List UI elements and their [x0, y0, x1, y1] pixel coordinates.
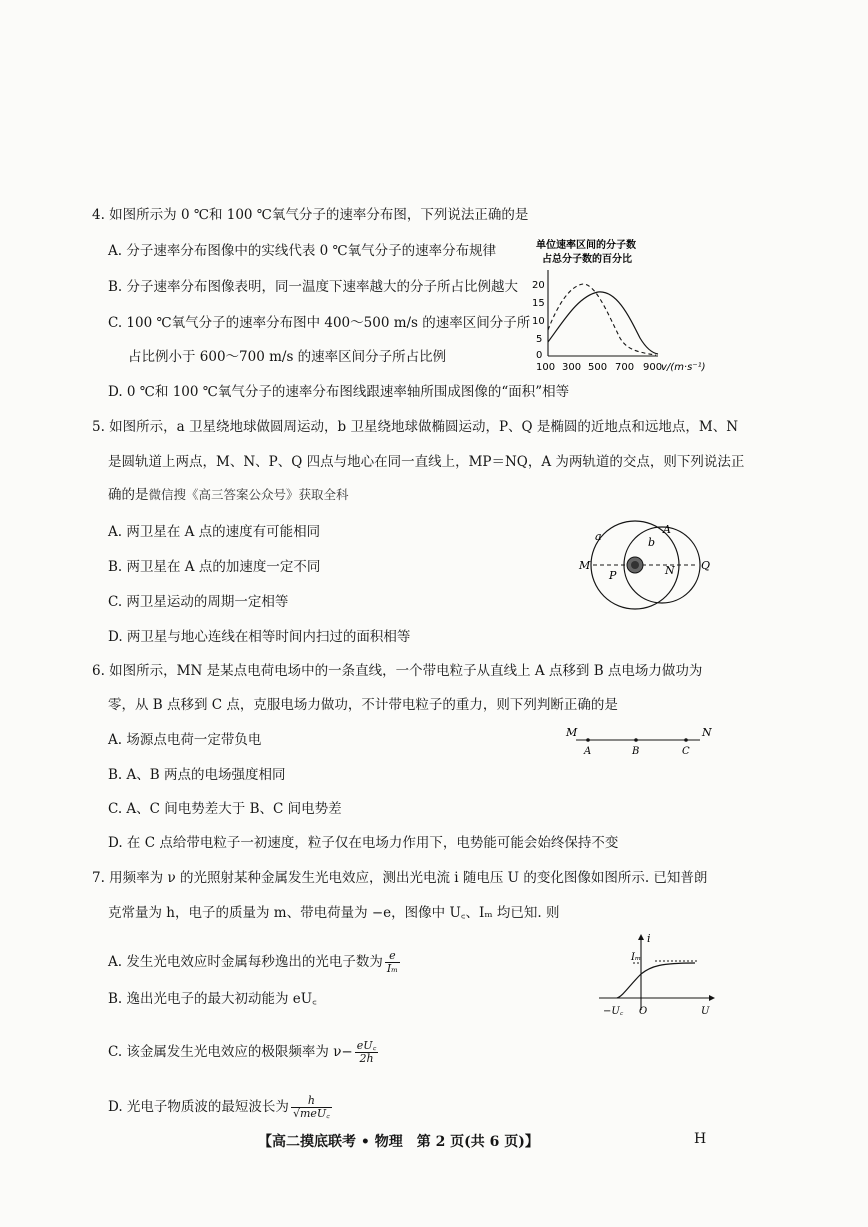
- label-Q: Q: [701, 559, 711, 572]
- ytick-5: 5: [536, 334, 543, 345]
- label-b: b: [648, 536, 656, 549]
- q7-option-a-text: A. 发生光电效应时金属每秒逸出的光电子数为: [108, 954, 383, 970]
- q6-option-b: B. A、B 两点的电场强度相同: [108, 767, 286, 783]
- x-axis-unit: v/(m·s⁻¹): [661, 362, 706, 373]
- field-line-diagram: [562, 724, 717, 758]
- q6-option-a: A. 场源点电荷一定带负电: [108, 732, 262, 748]
- label-im: Iₘ: [631, 952, 642, 963]
- xtick-300: 300: [562, 362, 582, 373]
- ytick-0: 0: [536, 350, 543, 361]
- xtick-900: 900: [643, 362, 663, 373]
- fraction-a: [385, 950, 400, 975]
- chart-title-line2: 占总分子数的百分比: [542, 254, 632, 265]
- q7-option-c-text: C. 该金属发生光电效应的极限频率为 ν−: [108, 1044, 353, 1060]
- q7-option-b: B. 逸出光电子的最大初动能为 eU꜀: [108, 991, 317, 1007]
- label-i: i: [647, 932, 651, 945]
- q4-option-c-line2: 占比例小于 600～700 m/s 的速率区间分子所占比例: [128, 349, 447, 365]
- fraction-c-den: 2h: [359, 1052, 374, 1065]
- fraction-d: [291, 1095, 332, 1120]
- point-c: [684, 738, 688, 742]
- q7-option-a: [108, 950, 400, 975]
- version-code: H: [694, 1131, 707, 1147]
- q4-option-b: B. 分子速率分布图像表明，同一温度下速率越大的分子所占比例越大: [108, 279, 519, 295]
- label-N: N: [665, 564, 675, 577]
- photocurrent-voltage-graph: [595, 930, 720, 1018]
- q5-stem-line3: [108, 486, 349, 504]
- label-C6: C: [682, 746, 690, 757]
- q4-option-d: D. 0 ℃和 100 ℃氧气分子的速率分布图线跟速率轴所围成图像的“面积”相等: [108, 384, 570, 400]
- chart-title-line1: 单位速率区间的分子数: [536, 240, 636, 251]
- fraction-c: [355, 1040, 379, 1065]
- iu-curve: [617, 963, 695, 998]
- xtick-700: 700: [615, 362, 635, 373]
- q5-option-c: C. 两卫星运动的周期一定相等: [108, 594, 289, 610]
- q5-option-d: D. 两卫星与地心连线在相等时间内扫过的面积相等: [108, 629, 411, 645]
- label-P: P: [609, 569, 617, 582]
- q6-stem-line1: 6. 如图所示，MN 是某点电荷电场中的一条直线，一个带电粒子从直线上 A 点移到 B 点电场力做功为: [92, 663, 703, 679]
- label-u: U: [701, 1006, 710, 1017]
- q7-stem-line2: 克常量为 h，电子的质量为 m、带电荷量为 −e，图像中 U꜀、Iₘ 均已知. 则: [108, 905, 560, 921]
- page-footer: 【高二摸底联考 • 物理 第 2 页(共 6 页)】: [258, 1134, 539, 1150]
- q5-stem-line1: 5. 如图所示，a 卫星绕地球做圆周运动，b 卫星绕地球做椭圆运动，P、Q 是椭圆的近地点和远地点，M、N: [92, 419, 739, 435]
- point-b: [634, 738, 638, 742]
- label-o: O: [639, 1006, 648, 1017]
- label-M: M: [579, 559, 591, 572]
- label-N6: N: [702, 726, 712, 739]
- label-B6: B: [632, 746, 640, 757]
- satellite-orbit-diagram: [575, 520, 720, 620]
- q6-option-d: D. 在 C 点给带电粒子一初速度，粒子仅在电场力作用下，电势能可能会始终保持不变: [108, 835, 619, 851]
- label-A: A: [663, 523, 671, 536]
- q7-stem-line1: 7. 用频率为 ν 的光照射某种金属发生光电效应，测出光电流 i 随电压 U 的变化图像如图所示. 已知普朗: [92, 870, 708, 886]
- q5-option-b: B. 两卫星在 A 点的加速度一定不同: [108, 559, 321, 575]
- q5-stem-line3-text: 确的是: [108, 487, 149, 503]
- label-A6: A: [584, 746, 592, 757]
- fraction-c-num: eU꜀: [356, 1039, 377, 1052]
- ytick-10: 10: [532, 316, 545, 327]
- fraction-a-den: Iₘ: [386, 962, 398, 975]
- fraction-d-num: h: [291, 1095, 332, 1108]
- ytick-15: 15: [532, 298, 545, 309]
- q7-option-d-text: D. 光电子物质波的最短波长为: [108, 1099, 289, 1115]
- xtick-100: 100: [536, 362, 556, 373]
- q6-option-c: C. A、C 间电势差大于 B、C 间电势差: [108, 801, 342, 817]
- fraction-d-den: √meU꜀: [292, 1107, 330, 1120]
- q4-option-a: A. 分子速率分布图像中的实线代表 0 ℃氧气分子的速率分布规律: [108, 243, 497, 259]
- q4-stem: 4. 如图所示为 0 ℃和 100 ℃氧气分子的速率分布图，下列说法正确的是: [92, 207, 529, 223]
- q5-stem-line2: 是圆轨道上两点，M、N、P、Q 四点与地心在同一直线上，MP＝NQ，A 为两轨道的交点，则下列说法正: [108, 454, 745, 470]
- curve-solid: [548, 292, 658, 354]
- watermark-text: 微信搜《高三答案公众号》获取全科: [148, 487, 349, 502]
- q7-option-c: [108, 1040, 378, 1065]
- q7-option-d: [108, 1095, 332, 1120]
- speed-distribution-chart: [528, 234, 718, 378]
- xtick-500: 500: [588, 362, 608, 373]
- point-a: [586, 738, 590, 742]
- i-axis-arrow-icon: [638, 934, 644, 940]
- fraction-a-num: e: [385, 950, 400, 963]
- u-axis-arrow-icon: [709, 995, 715, 1001]
- q6-stem-line2: 零，从 B 点移到 C 点，克服电场力做功，不计带电粒子的重力，则下列判断正确的是: [108, 697, 618, 713]
- label-a: a: [595, 530, 602, 543]
- label-M6: M: [566, 726, 578, 739]
- q4-option-c-line1: C. 100 ℃氧气分子的速率分布图中 400～500 m/s 的速率区间分子所: [108, 315, 531, 331]
- q5-option-a: A. 两卫星在 A 点的速度有可能相同: [108, 524, 321, 540]
- ytick-20: 20: [532, 280, 545, 291]
- label-uc: −U꜀: [603, 1006, 624, 1017]
